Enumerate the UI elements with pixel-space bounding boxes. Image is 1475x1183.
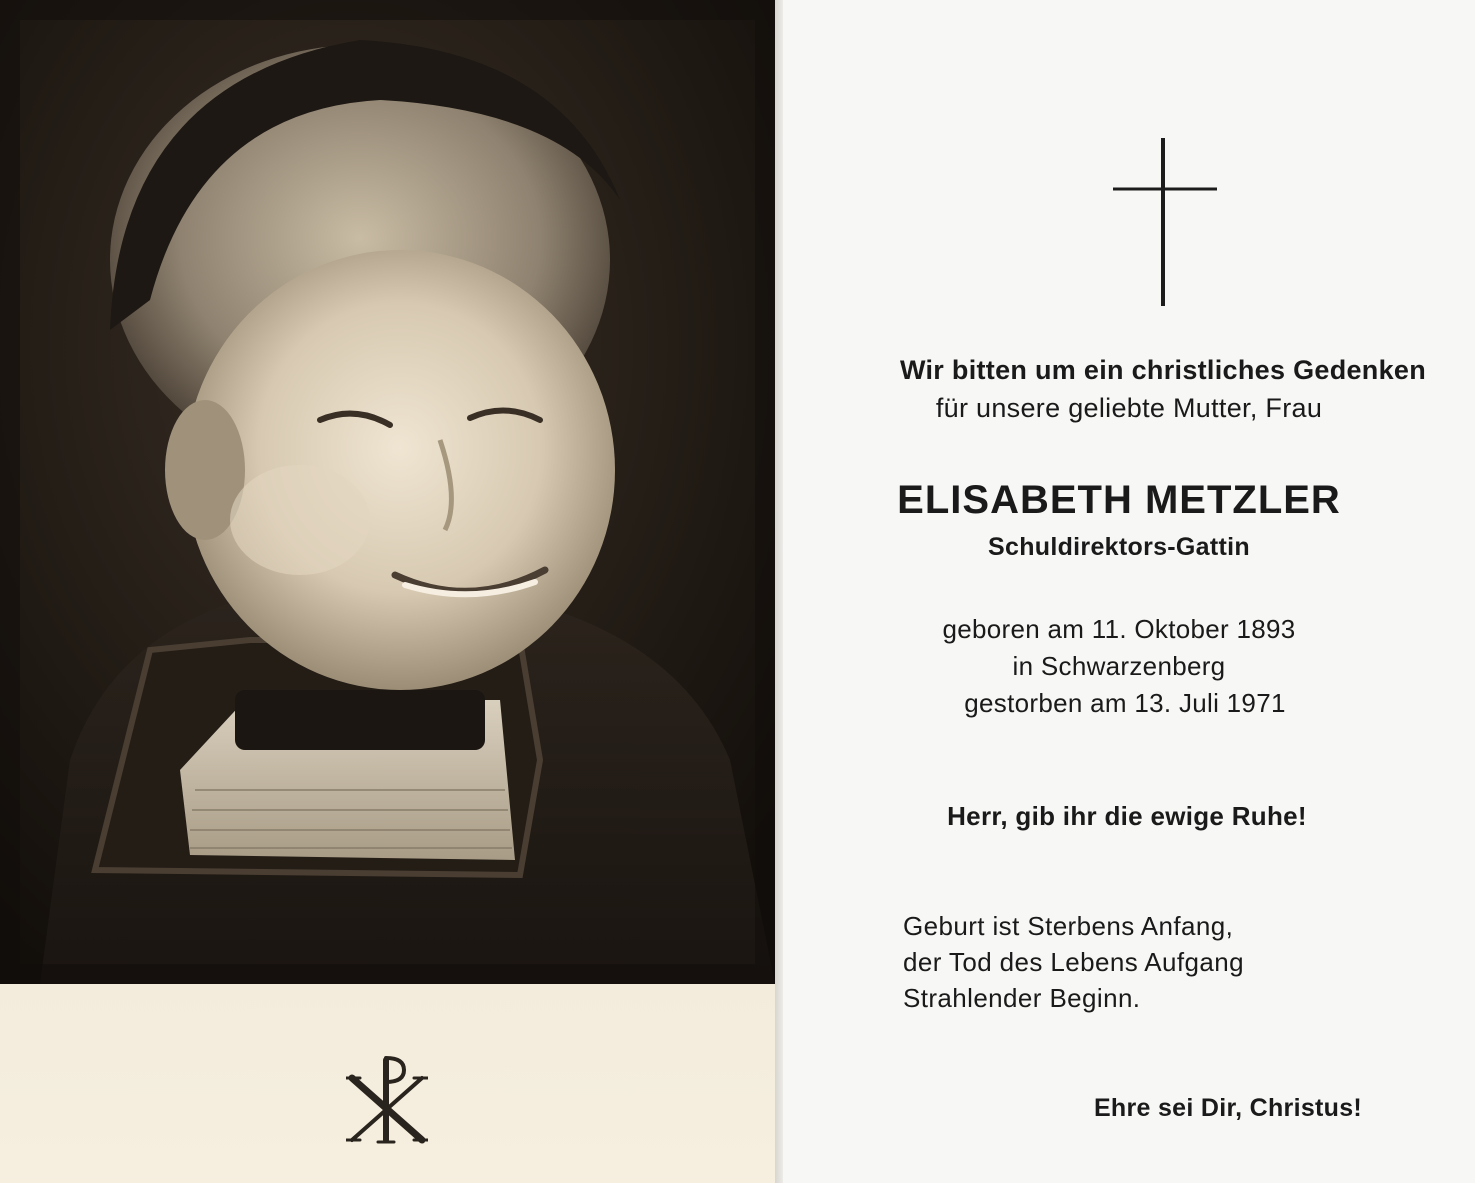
deceased-name: ELISABETH METZLER xyxy=(897,478,1341,522)
birth-date: geboren am 11. Oktober 1893 xyxy=(942,614,1296,644)
verse-block xyxy=(903,908,1244,1016)
deceased-title: Schuldirektors-Gattin xyxy=(988,533,1250,561)
verse-line: der Tod des Lebens Aufgang xyxy=(903,947,1244,977)
verse-line: Strahlender Beginn. xyxy=(903,983,1141,1013)
right-card xyxy=(783,0,1475,1183)
prayer-line: Herr, gib ihr die ewige Ruhe! xyxy=(947,801,1307,831)
closing-line: Ehre sei Dir, Christus! xyxy=(1093,1094,1363,1122)
card-divider xyxy=(775,0,783,1183)
death-date: gestorben am 13. Juli 1971 xyxy=(964,688,1286,718)
chi-rho-icon xyxy=(346,1050,428,1146)
intro-line-1: Wir bitten um ein christliches Gedenken xyxy=(899,355,1427,385)
portrait-photo xyxy=(0,0,775,984)
cross-icon xyxy=(1113,136,1219,308)
verse-line: Geburt ist Sterbens Anfang, xyxy=(903,911,1234,941)
intro-line-2: für unsere geliebte Mutter, Frau xyxy=(935,393,1323,423)
birth-place: in Schwarzenberg xyxy=(1012,651,1226,681)
